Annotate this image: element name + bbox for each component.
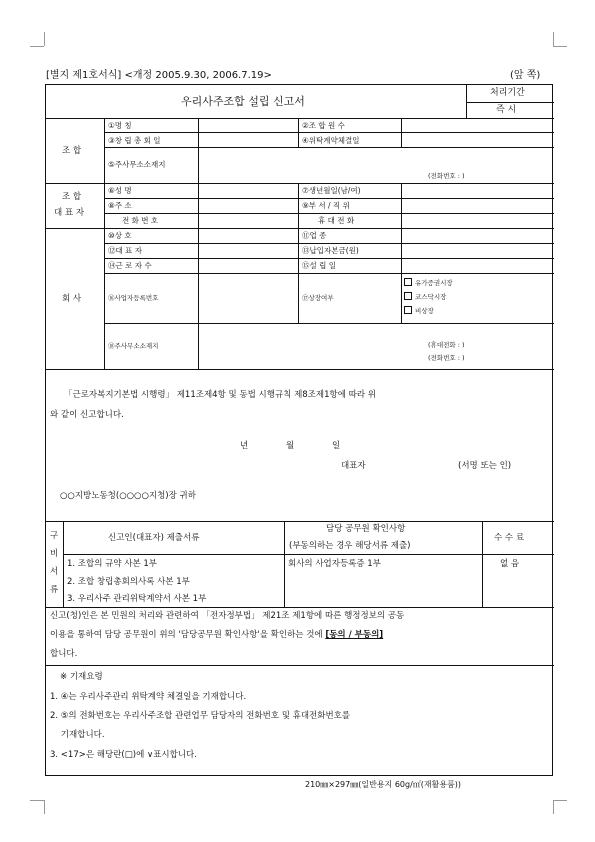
date-year: 년 <box>240 441 249 451</box>
declaration-line-2: 와 같이 신고합니다. <box>50 410 124 420</box>
rep-address-label: ⑧주 소 <box>108 201 132 210</box>
union-contract-label: ④위탁계약체결일 <box>302 136 360 145</box>
form-title: 우리사주조합 설립 신고서 <box>181 95 305 108</box>
crop-mark <box>553 46 567 47</box>
official-check-header: 담당 공무원 확인사항 <box>326 524 406 534</box>
consent-choice[interactable]: [동의 / 부동의] <box>325 630 384 640</box>
rep-mobile-label: 휴 대 전 화 <box>318 216 355 225</box>
docs-side-label-2: 비 <box>50 549 59 559</box>
declarant-label: 대표자 <box>341 461 366 471</box>
company-workers-label: ⑭근 로 자 수 <box>108 261 152 270</box>
union-name-label: ①명 칭 <box>108 121 132 130</box>
company-trade-name-label: ⑩상 호 <box>108 231 132 240</box>
note-item: 1. ④는 우리사주관리 위탁계약 체결일을 기재합니다. <box>50 692 247 702</box>
rep-group-label-2: 대 표 자 <box>54 208 85 218</box>
paper-spec: 210㎜×297㎜(일반용지 60g/㎡(재활용품)) <box>305 780 462 789</box>
company-mobile-field: (휴대전화 : ) <box>428 341 465 349</box>
date-day: 일 <box>332 441 341 451</box>
union-address-label: ⑤주사무소소재지 <box>108 160 166 169</box>
crop-mark <box>44 800 45 814</box>
rep-dept-label: ⑨부 서 / 직 위 <box>302 201 350 210</box>
docs-side-label-1: 구 <box>50 531 59 541</box>
submit-doc-item: 1. 조합의 규약 사본 1부 <box>67 559 158 569</box>
company-ceo-label: ⑫대 표 자 <box>108 246 143 255</box>
declaration-line-1: 「근로자복지기본법 시행령」 제11조제4항 및 동법 시행규칙 제8조제1항에 따라 위 <box>64 390 376 400</box>
page-side: (앞 쪽) <box>510 70 541 81</box>
note-item: 3. <17>은 해당란(□)에 ∨표시합니다. <box>50 750 197 760</box>
notes-title: ※ 기재요령 <box>60 672 103 682</box>
submit-docs-header: 신고인(대표자) 제출서류 <box>108 533 200 543</box>
crop-mark <box>553 800 554 814</box>
official-check-subheader: (부동의하는 경우 해당서류 제출) <box>289 541 411 551</box>
company-capital-label: ⑬납입자본금(원) <box>302 246 359 255</box>
note-item: 2. ⑤의 전화번호는 우리사주조합 관련업무 담당자의 전화번호 및 휴대전화번호를 <box>50 711 351 721</box>
company-phone-field: (전화번호 : ) <box>428 354 465 362</box>
recipient-label: ○○지방노동청(○○○○지청)장 귀하 <box>60 491 196 501</box>
consent-line-2: 이용을 통하여 담당 공무원이 위의 '담당공무원 확인사항'을 확인하는 것에 [동의 / 부동의] <box>50 630 384 640</box>
crop-mark <box>30 46 44 47</box>
docs-side-label-4: 류 <box>50 585 59 595</box>
fee-header: 수 수 료 <box>494 533 525 543</box>
company-listing-label: ⑰상장여부 <box>302 294 334 302</box>
company-group-label: 회 사 <box>62 294 82 304</box>
company-address-label: ⑱주사무소소재지 <box>108 342 159 350</box>
listing-option-kosdaq[interactable]: 코스닥시장 <box>404 292 446 301</box>
company-established-label: ⑮설 립 일 <box>302 261 337 270</box>
union-group-label: 조 합 <box>62 146 82 156</box>
checkbox-icon <box>404 292 412 300</box>
union-members-label: ②조 합 원 수 <box>302 121 345 130</box>
official-check-item: 회사의 사업자등록증 1부 <box>288 559 381 569</box>
submit-doc-item: 3. 우리사주 관리위탁계약서 사본 1부 <box>67 594 207 604</box>
submit-doc-item: 2. 조합 창립총회의사록 사본 1부 <box>67 577 190 587</box>
company-reg-no-label: ⑯사업자등록번호 <box>108 294 159 302</box>
crop-mark <box>44 32 45 46</box>
note-item: 기재합니다. <box>50 730 105 740</box>
consent-line-3: 합니다. <box>50 649 78 659</box>
rep-birth-label: ⑦생년월일(남/여) <box>302 186 361 195</box>
rep-group-label-1: 조 합 <box>62 192 82 202</box>
form-number: [별지 제1호서식] <개정 2005.9.30, 2006.7.19> <box>46 70 272 81</box>
docs-side-label-3: 서 <box>50 567 59 577</box>
listing-option-unlisted[interactable]: 비상장 <box>404 306 434 315</box>
listing-option-securities[interactable]: 유가증권시장 <box>404 278 453 287</box>
crop-mark <box>553 32 554 46</box>
signature-label: (서명 또는 인) <box>458 461 512 471</box>
processing-period-label: 처리기간 <box>490 88 525 98</box>
fee-value: 없 음 <box>500 559 520 569</box>
union-founding-label: ③창 립 총 회 일 <box>108 136 161 145</box>
checkbox-icon <box>404 306 412 314</box>
union-phone-field: (전화번호 : ) <box>428 172 465 180</box>
rep-phone-label: 전 화 번 호 <box>122 216 159 225</box>
report-form <box>45 84 553 776</box>
crop-mark <box>30 800 44 801</box>
consent-line-1: 신고(청)인은 본 민원의 처리와 관련하여 「전자정부법」 제21조 제1항에 따른 행정정보의 공동 <box>50 611 405 621</box>
date-month: 월 <box>286 441 295 451</box>
crop-mark <box>553 800 567 801</box>
company-business-type-label: ⑪업 종 <box>302 231 327 240</box>
checkbox-icon <box>404 278 412 286</box>
rep-name-label: ⑥성 명 <box>108 186 132 195</box>
processing-period-value: 즉 시 <box>496 105 517 115</box>
